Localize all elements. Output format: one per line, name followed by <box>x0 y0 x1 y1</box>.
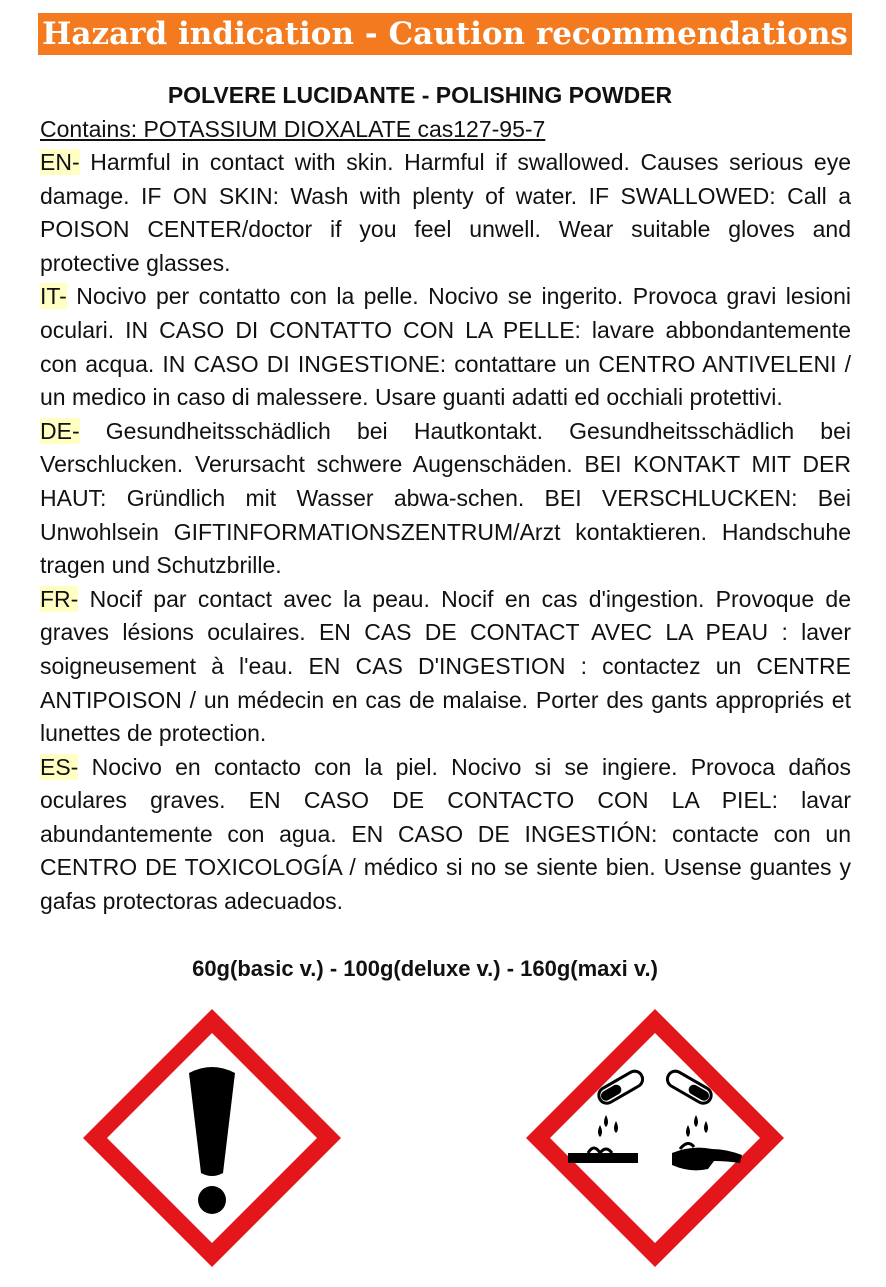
language-code-es: ES- <box>40 753 79 780</box>
paragraph-text-de: Gesundheitsschädlich bei Hautkontakt. Gesundheitsschädlich bei Verschlucken. Verursacht schwere Augenschäden. BEI KONTAKT MIT DER HAUT: Gründlich mit Wasser abwa-schen. BEI VERSCHLUCKEN: Bei Unwohlsein GIFTINFORMATIONSZENTRUM/Arzt kontaktieren. Handschuhe tragen und Schutzbrille. <box>40 417 851 579</box>
paragraph-es <box>40 751 851 919</box>
paragraph-text-en: Harmful in contact with skin. Harmful if swallowed. Causes serious eye damage. IF ON SKIN: Wash with plenty of water. IF SWALLOWED: Call a POISON CENTER/doctor if you feel unwell. Wear suitable gloves and protective glasses. <box>40 149 851 276</box>
header-banner: Hazard indication - Caution recommendations <box>38 13 852 55</box>
corrosion-hazard-icon <box>520 1003 790 1273</box>
exclamation-mark-hazard-icon <box>77 1003 347 1273</box>
paragraph-en <box>40 146 851 280</box>
paragraph-text-it: Nocivo per contatto con la pelle. Nocivo se ingerito. Provoca gravi lesioni oculari. IN CASO DI CONTATTO CON LA PELLE: lavare abbondantemente con acqua. IN CASO DI INGESTIONE: contattare un CENTRO ANTIVELENI / un medico in caso di malessere. Usare guanti adatti ed occhiali protettivi. <box>40 283 851 411</box>
paragraph-text-fr: Nocif par contact avec la peau. Nocif en cas d'ingestion. Provoque de graves lésions oculaires. EN CAS DE CONTACT AVEC LA PEAU : laver soigneusement à l'eau. EN CAS D'INGESTION : contactez un CENTRE ANTIPOISON / un médecin en cas de malaise. Porter des gants appropriés et lunettes de protection. <box>40 585 851 747</box>
package-sizes: 60g(basic v.) - 100g(deluxe v.) - 160g(maxi v.) <box>192 956 658 981</box>
contains-line: Contains: POTASSIUM DIOXALATE cas127-95-7 <box>40 116 546 142</box>
paragraph-fr <box>40 583 851 751</box>
paragraph-de <box>40 415 851 583</box>
product-title: POLVERE LUCIDANTE - POLISHING POWDER <box>167 82 673 108</box>
language-code-en: EN- <box>40 149 80 175</box>
language-code-fr: FR- <box>40 585 79 612</box>
language-code-it: IT- <box>40 283 67 310</box>
language-code-de: DE- <box>40 417 80 444</box>
paragraph-it <box>40 280 851 414</box>
paragraph-text-es: Nocivo en contacto con la piel. Nocivo si se ingiere. Provoca daños oculares graves. EN CASO DE CONTACTO CON LA PIEL: lavar abundantemente con agua. EN CASO DE INGESTIÓN: contacte con un CENTRO DE TOXICOLOGÍA / médico si no se siente bien. Usense guantes y gafas protectoras adecuados. <box>40 753 851 915</box>
hazard-statements <box>40 146 851 919</box>
